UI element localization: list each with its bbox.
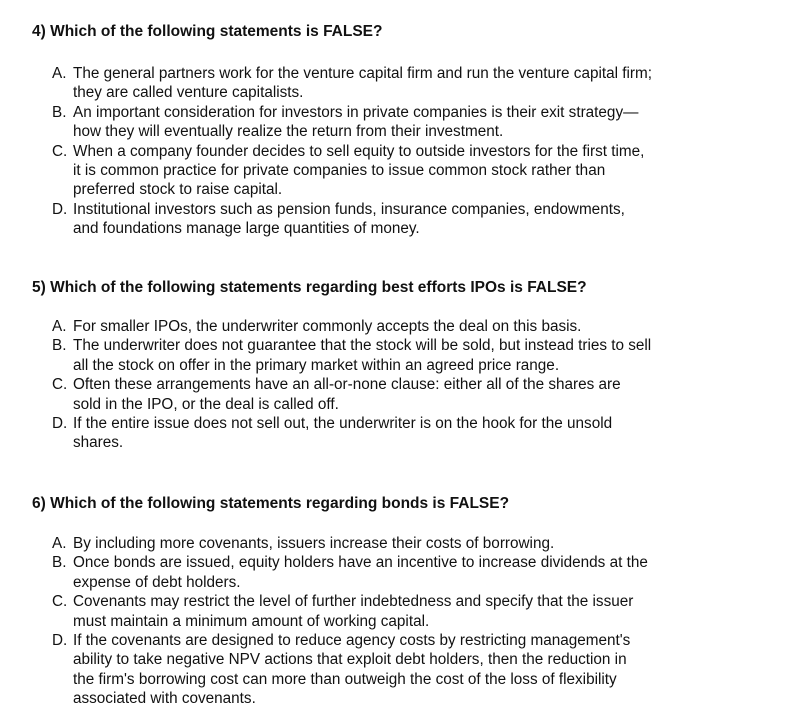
option-c [52,592,752,631]
option-letter: B. [52,337,67,355]
option-line: shares. [73,434,124,452]
question-title: 6) Which of the following statements regarding bonds is FALSE? [32,495,510,512]
option-letter: D. [52,200,68,218]
option-line: By including more covenants, issuers increase their costs of borrowing. [73,535,555,552]
option-line: The general partners work for the venture capital firm and run the venture capital firm; [73,65,653,82]
option-line: An important consideration for investors in private companies is their exit strategy— [73,103,639,121]
option-text [73,631,752,709]
option-text [73,64,752,103]
option-letter: C. [52,142,68,160]
question-title: 5) Which of the following statements regarding best efforts IPOs is FALSE? [32,279,587,296]
option-text [73,142,752,200]
option-list [52,534,752,709]
option-letter: D. [52,632,68,650]
option-letter: A. [52,65,67,82]
option-line: Often these arrangements have an all-or-none clause: either all of the shares are [73,376,621,394]
option-line: The underwriter does not guarantee that the stock will be sold, but instead tries to sell [73,337,652,355]
option-d [52,200,752,239]
option-line: sold in the IPO, or the deal is called off. [73,395,339,413]
option-line: Institutional investors such as pension funds, insurance companies, endowments, [73,200,625,218]
option-line: ability to take negative NPV actions that exploit debt holders, then the reduction in [73,651,627,669]
option-letter: A. [52,535,67,552]
option-line: they are called venture capitalists. [73,84,304,102]
option-c [52,375,752,414]
option-a [52,317,752,336]
option-line: Covenants may restrict the level of further indebtedness and specify that the issuer [73,593,634,611]
question-title: 4) Which of the following statements is FALSE? [32,23,383,40]
option-text [73,553,752,592]
option-text [73,375,752,414]
option-line: how they will eventually realize the return from their investment. [73,123,504,141]
option-list [52,317,752,453]
option-text [73,336,752,375]
option-line: Once bonds are issued, equity holders have an incentive to increase dividends at the [73,554,648,572]
option-text [73,200,752,239]
option-a [52,64,752,103]
option-letter: C. [52,376,68,394]
option-letter: B. [52,554,67,572]
option-d [52,631,752,709]
option-text [73,414,752,453]
option-text [73,317,752,336]
option-b [52,103,752,142]
option-b [52,336,752,375]
option-list [52,64,752,239]
option-line: For smaller IPOs, the underwriter commonly accepts the deal on this basis. [73,318,582,335]
option-line: associated with covenants. [73,690,256,708]
option-line: all the stock on offer in the primary market within an agreed price range. [73,356,560,374]
option-letter: C. [52,593,68,611]
option-line: and foundations manage large quantities of money. [73,220,420,238]
option-letter: D. [52,415,68,433]
option-line: preferred stock to raise capital. [73,181,283,199]
option-line: When a company founder decides to sell equity to outside investors for the first time, [73,142,645,160]
option-line: expense of debt holders. [73,573,241,591]
option-letter: B. [52,103,67,121]
option-text [73,534,752,553]
option-text [73,592,752,631]
option-text [73,103,752,142]
option-a [52,534,752,553]
option-line: the firm's borrowing cost can more than outweigh the cost of the loss of flexibility [73,670,617,688]
option-c [52,142,752,200]
option-letter: A. [52,318,67,335]
option-line: If the covenants are designed to reduce agency costs by restricting management's [73,632,631,650]
option-line: must maintain a minimum amount of working capital. [73,612,430,630]
option-line: it is common practice for private companies to issue common stock rather than [73,162,606,180]
option-b [52,553,752,592]
option-d [52,414,752,453]
option-line: If the entire issue does not sell out, the underwriter is on the hook for the unsold [73,415,613,433]
